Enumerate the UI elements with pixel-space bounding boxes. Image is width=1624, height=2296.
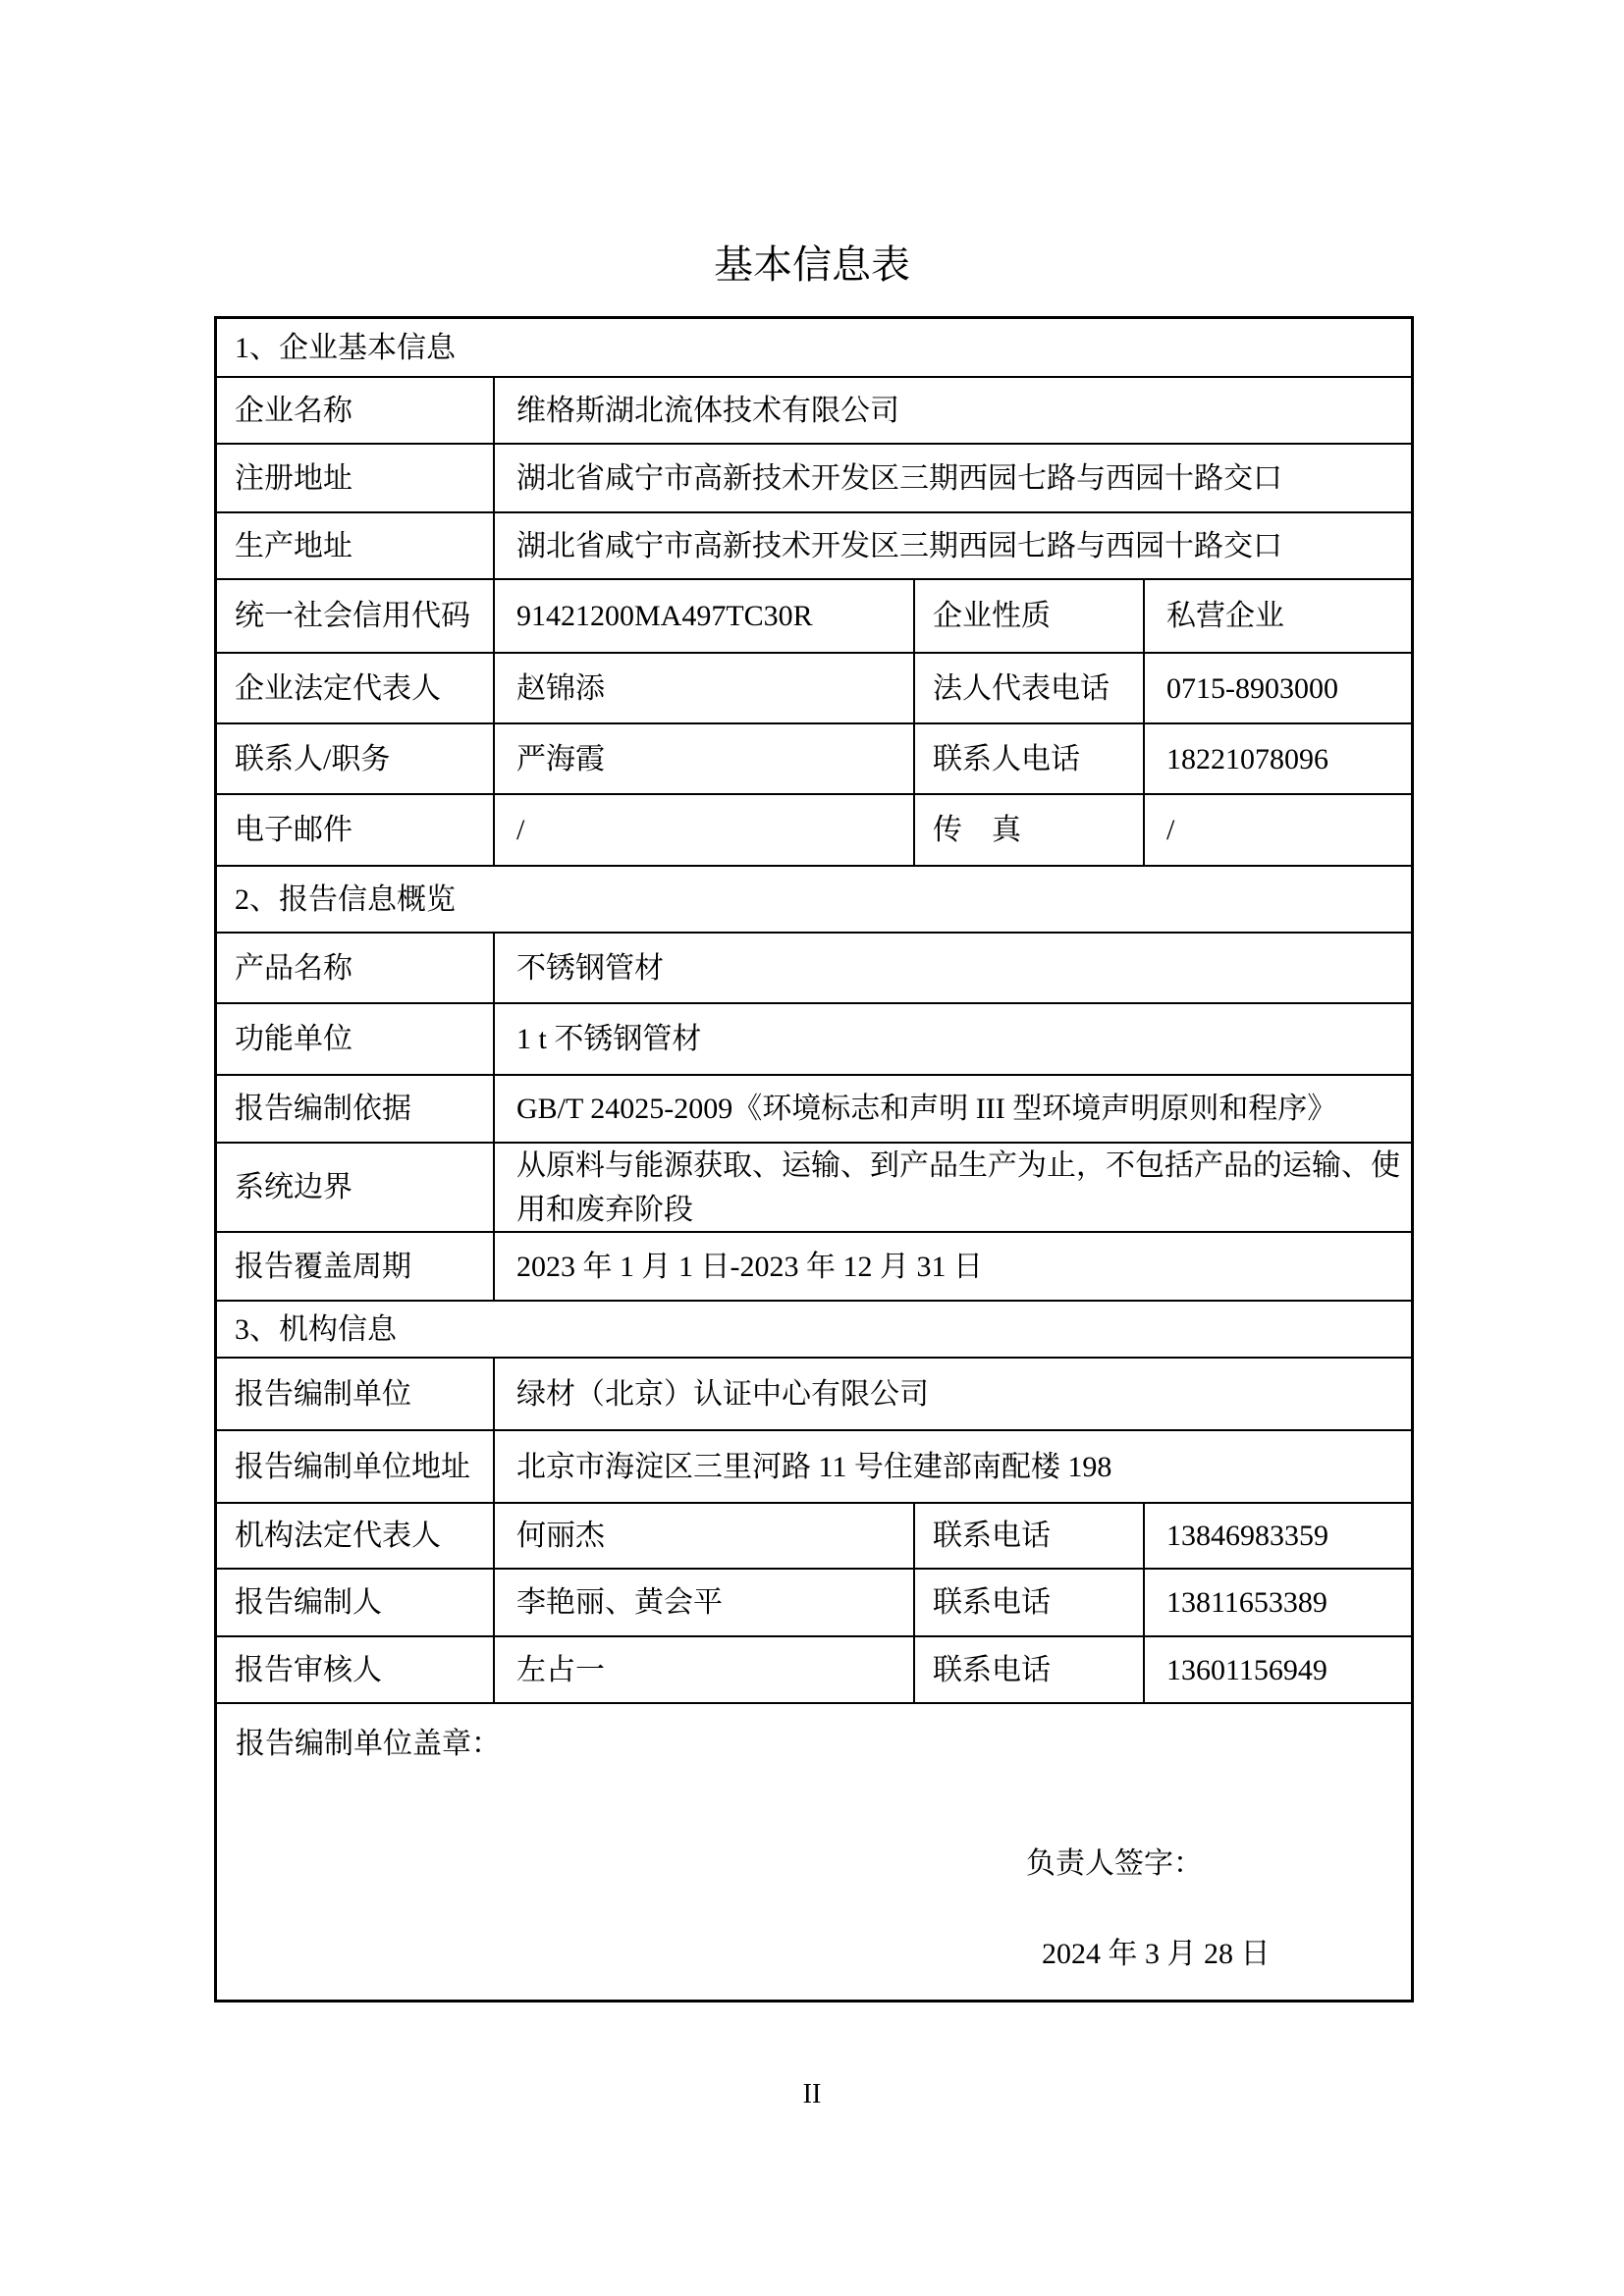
table-row-product-name (217, 934, 1411, 1004)
value-org-legal-rep-phone: 13846983359 (1166, 1520, 1328, 1552)
value-production-address: 湖北省咸宁市高新技术开发区三期西园七路与西园十路交口 (516, 529, 1282, 562)
value-org-legal-rep: 何丽杰 (495, 1504, 915, 1568)
label-org-legal-rep: 机构法定代表人 (217, 1504, 495, 1568)
section-3-header: 3、机构信息 (235, 1312, 397, 1346)
value-report-reviewer-phone: 13601156949 (1166, 1653, 1327, 1686)
table-row-email-fax (217, 795, 1411, 867)
label-fax: 传 真 (915, 795, 1145, 865)
label-report-author: 报告编制人 (217, 1570, 495, 1635)
signature-date: 2024 年 3 月 28 日 (1042, 1938, 1271, 1970)
value-contact-phone: 18221078096 (1166, 742, 1328, 775)
label-legal-rep-phone: 法人代表电话 (915, 654, 1145, 722)
section-header-row (217, 319, 1411, 378)
table-row-registered-address (217, 445, 1411, 513)
label-registered-address: 注册地址 (217, 445, 495, 511)
value-email: / (495, 795, 915, 865)
label-contact-person: 联系人/职务 (217, 724, 495, 793)
table-row-production-address (217, 513, 1411, 580)
value-report-author: 李艳丽、黄会平 (495, 1570, 915, 1635)
value-registered-address: 湖北省咸宁市高新技术开发区三期西园七路与西园十路交口 (516, 461, 1282, 495)
stamp-label: 报告编制单位盖章： (236, 1728, 501, 1760)
table-row-legal-representative (217, 654, 1411, 724)
signature-label: 负责人签字： (1026, 1847, 1203, 1880)
page-title: 基本信息表 (714, 242, 910, 287)
value-product-name: 不锈钢管材 (516, 951, 664, 985)
label-product-name: 产品名称 (217, 934, 495, 1002)
label-report-period: 报告覆盖周期 (217, 1233, 495, 1300)
label-system-boundary: 系统边界 (217, 1144, 495, 1231)
table-row-contact-person (217, 724, 1411, 795)
table-row-org-legal-rep (217, 1504, 1411, 1570)
value-report-org-address: 北京市海淀区三里河路 11 号住建部南配楼 198 (516, 1450, 1112, 1483)
basic-info-table (214, 316, 1414, 2002)
label-org-legal-rep-phone: 联系电话 (915, 1504, 1145, 1568)
label-report-org-address: 报告编制单位地址 (217, 1431, 495, 1502)
table-row-report-org-address (217, 1431, 1411, 1504)
table-row-functional-unit (217, 1004, 1411, 1076)
label-contact-phone: 联系人电话 (915, 724, 1145, 793)
value-contact-person: 严海霞 (495, 724, 915, 793)
value-report-author-phone: 13811653389 (1166, 1586, 1327, 1619)
label-report-reviewer-phone: 联系电话 (915, 1637, 1145, 1702)
table-row-report-reviewer (217, 1637, 1411, 1704)
value-functional-unit: 1 t 不锈钢管材 (516, 1023, 702, 1055)
label-company-type: 企业性质 (915, 580, 1145, 652)
label-report-author-phone: 联系电话 (915, 1570, 1145, 1635)
table-row-system-boundary (217, 1144, 1411, 1233)
value-credit-code: 91421200MA497TC30R (495, 580, 915, 652)
value-company-name: 维格斯湖北流体技术有限公司 (516, 394, 899, 427)
value-report-org: 绿材（北京）认证中心有限公司 (516, 1377, 929, 1411)
table-row-stamp (217, 1704, 1411, 2000)
section-1-header: 1、企业基本信息 (235, 331, 456, 364)
label-email: 电子邮件 (217, 795, 495, 865)
table-row-report-org (217, 1359, 1411, 1431)
value-legal-rep-phone: 0715-8903000 (1166, 671, 1338, 705)
table-row-credit-code (217, 580, 1411, 654)
stamp-cell (217, 1704, 1411, 2000)
value-report-reviewer: 左占一 (495, 1637, 915, 1702)
label-report-org: 报告编制单位 (217, 1359, 495, 1429)
label-report-basis: 报告编制依据 (217, 1076, 495, 1142)
table-row-report-basis (217, 1076, 1411, 1144)
label-company-name: 企业名称 (217, 378, 495, 443)
label-production-address: 生产地址 (217, 513, 495, 578)
label-credit-code: 统一社会信用代码 (217, 580, 495, 652)
value-legal-representative: 赵锦添 (495, 654, 915, 722)
label-legal-representative: 企业法定代表人 (217, 654, 495, 722)
table-row-company-name (217, 378, 1411, 445)
label-report-reviewer: 报告审核人 (217, 1637, 495, 1702)
section-header-row (217, 1302, 1411, 1359)
value-company-type: 私营企业 (1166, 600, 1284, 632)
page-number: II (802, 2079, 822, 2109)
section-header-row (217, 867, 1411, 934)
value-system-boundary: 从原料与能源获取、运输、到产品生产为止，不包括产品的运输、使用和废弃阶段 (516, 1148, 1400, 1226)
value-fax: / (1166, 814, 1175, 846)
value-report-period: 2023 年 1 月 1 日-2023 年 12 月 31 日 (516, 1250, 983, 1283)
table-row-report-author (217, 1570, 1411, 1637)
section-2-header: 2、报告信息概览 (235, 882, 456, 916)
value-report-basis: GB/T 24025-2009《环境标志和声明 III 型环境声明原则和程序》 (516, 1093, 1337, 1125)
label-functional-unit: 功能单位 (217, 1004, 495, 1074)
table-row-report-period (217, 1233, 1411, 1302)
